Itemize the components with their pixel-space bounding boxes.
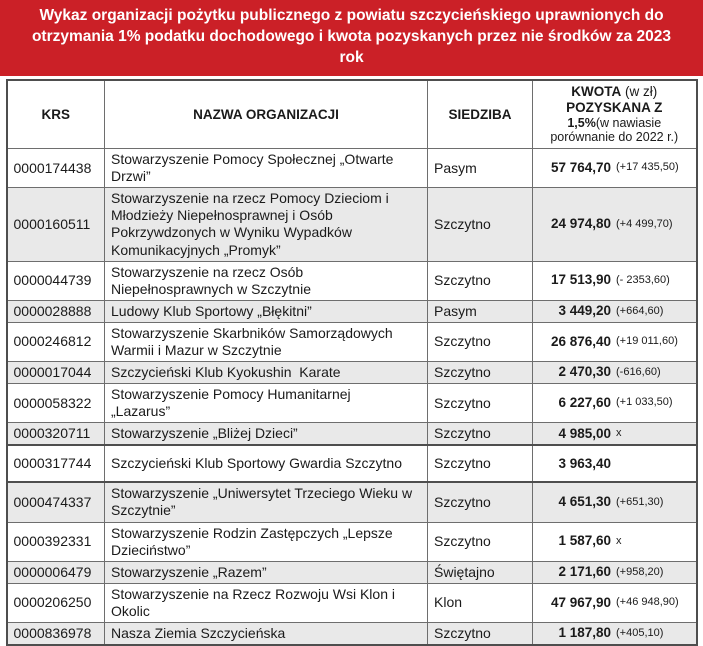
kwota-cell [533, 445, 697, 482]
amount-comparison-note: (+664,60) [616, 304, 664, 317]
siedziba-cell: Szczytno [428, 322, 533, 361]
org-name-cell: Stowarzyszenie „Uniwersytet Trzeciego Wieku w Szczytnie” [105, 482, 428, 522]
krs-cell: 0000392331 [7, 522, 105, 561]
table-row [7, 445, 697, 482]
krs-cell: 0000017044 [7, 361, 105, 383]
amount-comparison-note: (+17 435,50) [616, 161, 679, 174]
org-name-cell: Ludowy Klub Sportowy „Błękitni” [105, 300, 428, 322]
siedziba-cell: Pasym [428, 300, 533, 322]
amount-comparison-note: x [616, 534, 622, 547]
kwota-cell [533, 300, 697, 322]
krs-cell: 0000174438 [7, 149, 105, 188]
siedziba-cell: Szczytno [428, 261, 533, 300]
siedziba-cell: Szczytno [428, 423, 533, 446]
siedziba-cell: Szczytno [428, 445, 533, 482]
kwota-cell [533, 188, 697, 261]
kwota-cell [533, 583, 697, 622]
amount-value: 26 876,40 [550, 333, 611, 349]
column-header-nazwa: NAZWA ORGANIZACJI [105, 80, 428, 149]
amount-comparison-note: (+1 033,50) [616, 396, 673, 409]
title-banner [0, 0, 703, 76]
kwota-cell [533, 482, 697, 522]
kwota-header-line3: 1,5%(w nawiasie [567, 115, 662, 130]
organizations-table [6, 79, 698, 646]
krs-cell: 0000044739 [7, 261, 105, 300]
siedziba-cell: Świętajno [428, 561, 533, 583]
amount-comparison-note: (+4 499,70) [616, 217, 673, 230]
siedziba-cell: Szczytno [428, 622, 533, 645]
amount-comparison-note: x [616, 427, 622, 440]
kwota-header-line1: KWOTA (w zł) [571, 83, 658, 99]
krs-cell: 0000317744 [7, 445, 105, 482]
amount-value: 57 764,70 [550, 159, 611, 175]
amount-value: 2 470,30 [558, 364, 611, 380]
kwota-cell [533, 361, 697, 383]
table-row [7, 261, 697, 300]
krs-cell: 0000006479 [7, 561, 105, 583]
table-row [7, 188, 697, 261]
kwota-cell [533, 322, 697, 361]
org-name-cell: Stowarzyszenie „Razem” [105, 561, 428, 583]
org-name-cell: Nasza Ziemia Szczycieńska [105, 622, 428, 645]
amount-comparison-note: (+405,10) [616, 626, 664, 639]
org-name-cell: Stowarzyszenie Pomocy Humanitarnej „Lazarus” [105, 384, 428, 423]
siedziba-cell: Szczytno [428, 361, 533, 383]
siedziba-cell: Szczytno [428, 188, 533, 261]
table-row [7, 522, 697, 561]
amount-value: 2 171,60 [558, 563, 611, 579]
amount-value: 4 985,00 [558, 425, 611, 441]
table-body [7, 149, 697, 645]
kwota-header-line2: POZYSKANA Z [566, 99, 663, 115]
krs-cell: 0000160511 [7, 188, 105, 261]
amount-comparison-note: (+46 948,90) [616, 596, 679, 609]
amount-value: 1 587,60 [558, 533, 611, 549]
column-header-siedziba: SIEDZIBA [428, 80, 533, 149]
table-row [7, 622, 697, 645]
kwota-cell [533, 261, 697, 300]
krs-cell: 0000474337 [7, 482, 105, 522]
org-name-cell: Szczycieński Klub Sportowy Gwardia Szczytno [105, 445, 428, 482]
org-name-cell: Stowarzyszenie „Bliżej Dzieci” [105, 423, 428, 446]
column-header-krs: KRS [7, 80, 105, 149]
amount-comparison-note: (-616,60) [616, 365, 661, 378]
siedziba-cell: Pasym [428, 149, 533, 188]
org-name-cell: Stowarzyszenie na rzecz Osób Niepełnosprawnych w Szczytnie [105, 261, 428, 300]
table-row [7, 149, 697, 188]
kwota-cell [533, 423, 697, 446]
krs-cell: 0000058322 [7, 384, 105, 423]
kwota-cell [533, 561, 697, 583]
krs-cell: 0000836978 [7, 622, 105, 645]
org-name-cell: Stowarzyszenie Skarbników Samorządowych Warmii i Mazur w Szczytnie [105, 322, 428, 361]
kwota-cell [533, 384, 697, 423]
krs-cell: 0000206250 [7, 583, 105, 622]
krs-cell: 0000320711 [7, 423, 105, 446]
amount-value: 1 187,80 [558, 625, 611, 641]
krs-cell: 0000028888 [7, 300, 105, 322]
org-name-cell: Stowarzyszenie Rodzin Zastępczych „Lepsze Dzieciństwo” [105, 522, 428, 561]
org-name-cell: Stowarzyszenie na Rzecz Rozwoju Wsi Klon i Okolic [105, 583, 428, 622]
siedziba-cell: Klon [428, 583, 533, 622]
siedziba-cell: Szczytno [428, 482, 533, 522]
table-row [7, 300, 697, 322]
amount-value: 3 963,40 [558, 455, 611, 471]
org-name-cell: Stowarzyszenie Pomocy Społecznej „Otwarte Drzwi” [105, 149, 428, 188]
amount-value: 3 449,20 [558, 303, 611, 319]
amount-value: 24 974,80 [550, 216, 611, 232]
krs-cell: 0000246812 [7, 322, 105, 361]
table-row [7, 322, 697, 361]
org-name-cell: Stowarzyszenie na rzecz Pomocy Dzieciom i Młodzieży Niepełnosprawnej i Osób Pokrzywdzonych w Wyniku Wypadków Komunikacyjnych „Promyk” [105, 188, 428, 261]
amount-value: 6 227,60 [558, 394, 611, 410]
header-row [7, 80, 697, 149]
table-row [7, 384, 697, 423]
kwota-cell [533, 149, 697, 188]
table-header [7, 80, 697, 149]
siedziba-cell: Szczytno [428, 384, 533, 423]
page-title: Wykaz organizacji pożytku publicznego z powiatu szczycieńskiego uprawnionych do otrzymania 1% podatku dochodowego i kwota pozyskanych przez nie środków za 2023 rok [31, 7, 672, 66]
column-header-kwota [533, 80, 697, 149]
kwota-cell [533, 522, 697, 561]
table-row [7, 361, 697, 383]
amount-value: 47 967,90 [550, 594, 611, 610]
amount-value: 4 651,30 [558, 494, 611, 510]
table-row [7, 423, 697, 446]
amount-comparison-note: (+958,20) [616, 565, 664, 578]
amount-comparison-note: (- 2353,60) [616, 273, 670, 286]
kwota-header-line4: porównanie do 2022 r.) [550, 130, 679, 145]
table-row [7, 561, 697, 583]
amount-comparison-note: (+651,30) [616, 495, 664, 508]
kwota-cell [533, 622, 697, 645]
amount-comparison-note: (+19 011,60) [616, 335, 678, 348]
org-name-cell: Szczycieński Klub Kyokushin Karate [105, 361, 428, 383]
table-row [7, 583, 697, 622]
table-row [7, 482, 697, 522]
siedziba-cell: Szczytno [428, 522, 533, 561]
amount-value: 17 513,90 [550, 272, 611, 288]
